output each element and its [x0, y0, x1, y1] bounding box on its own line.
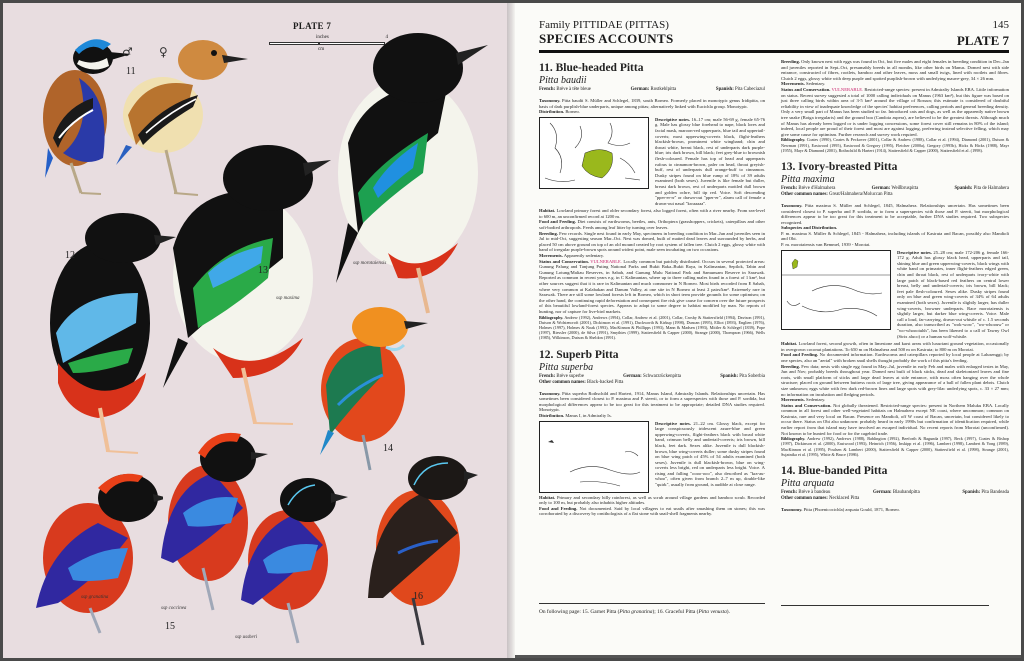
bird-illustration-13-morotaiensis [318, 23, 498, 323]
taxonomy-11: Taxonomy. Pitta baudii S. Müller and Schlegel, 1839, south Borneo. Formerly placed in monotypic genus Iridipitta, on basis of dark purplish-blue underparts, unique among pittas; alternatively linked with Eucichla group. Monotypic. [539, 98, 765, 109]
range-map-row-12 [539, 421, 765, 493]
family-heading: Family PITTIDAE (PITTAS) [539, 19, 669, 31]
spanish-name: Pita Cabeciazul [735, 87, 765, 92]
running-head [539, 19, 1009, 47]
species-names-13: French: Brève d'Halmahera German: Weißbruspitta Spanish: Pita de Halmahera [781, 185, 1009, 191]
ssp-label-coccinea: ssp coccinea [161, 606, 187, 611]
other-names-13: Other common names: Great/Halmahera/Moluccan Pitta [781, 191, 893, 197]
status-11: Status and Conservation. VULNERABLE. Locally common but patchily distributed. Occurs in several protected areas: Gunung Palung and Tanjung Puting National Parks and Bukit Baka–Bukit Raya, in Kalimantan, Sepilok, Tabin and Gunung Lotung/Maliau Reserves, in Sabah, and Gunung Mulu National Park and Samunsam Reserve in Sarawak. Reported as common in recent years e.g. in C Kalimantan, where up to three calling males found in a forest of 1 km², but other sources suggest that it is rare in Kalimantan and much commoner in N Borneo. Most birds recorded from E Sabah, where very common at Kalabakan and Danum Valley, at one site in N Borneo at least 2 pairs/km². Extremely rare in Sarawak. There are still some lowland forests left in Borneo, which in short term provide grounds for some optimism; on the other hand, the continuing rapid deforestation and consequent fire risk give cause for concern over the future prospects of this beautiful lowland-forest species. Appears to adapt to some degree to habitat modified by man. No reports of hunting, nor of capture for live-bird markets. [539, 258, 765, 314]
plate-reference: PLATE 7 [956, 33, 1009, 48]
page-number: 145 [992, 19, 1009, 31]
bird-illustration-16 [358, 453, 478, 653]
subspecies-13: Subspecies and Distribution. [781, 225, 838, 231]
movements-11: Movements. Apparently sedentary. [539, 253, 605, 259]
ssp-label-maxima: ssp maxima [276, 296, 300, 301]
habitat-12: Habitat. Primary and secondary hilly rainforest, as well as scrub around village gardens and bamboo scrub. Recorded only to 100 m, but probably also inhabits higher altitudes. [539, 494, 766, 506]
species-scientific-11: Pitta baudii [539, 75, 587, 86]
taxonomy-13: Taxonomy. Pitta maxima S. Müller and Schlegel, 1845, Halmahera. Relationships uncertain. Has sometimes been considered closest to P. superba and P. sordida, or to form a superspecies with those and P. steerii, but morphological differences appear to be too great for this treatment to be acceptable, further DNA studies required. Two subspecies recognized. [781, 202, 1009, 225]
page-gutter [507, 3, 515, 658]
plate-title: PLATE 7 [293, 21, 332, 31]
female-symbol: ♀ [159, 45, 168, 59]
breeding-11: Breeding. Few records. Single nest found in early May, specimens in breeding condition in Mar–Jun and juveniles seen in Jul to mid-Oct, suggesting season Mar–Oct. Nest was domed, built of matted dead leaves and surrounded by herbs, and placed 50 cm above ground on top of an old mound created by root system of fallen tree. Clutch 2 eggs, glossy white with band of irregular purple-brown spots around widest point, male seen incubating on two occasions. [539, 230, 765, 253]
section-heading: SPECIES ACCOUNTS [539, 31, 674, 46]
species-title-12: 12. Superb Pitta [539, 348, 619, 361]
male-symbol: ♂ [122, 45, 133, 59]
species-names-14: French: Brève à bandeau German: Blaubandpitta Spanish: Pita Bandeada [781, 490, 1009, 496]
descriptive-notes-13: Descriptive notes. 25–28 cm; male 172-206 g, female 166-172 g. Adult has glossy black head, upperparts and tail, shining blue and green upperwing-coverts, black wings with white band on primaries, inner flight-feathers edged green, chin and throat black, rest of underparts ivory-white with large patch of black-based red feathers on central lower breast, belly and undertail-coverts; iris brown, bill black; feet pale flesh-coloured. Sexes alike. Dusky stripes found only on blue and green wing-coverts of 34% of 64 adults examined (both sexes). Juvenile is slightly larger, has duller wing-coverts, browner underparts. Race morotaiensis is slightly larger, but darker blue wing-coverts. Voice. Male call a loud, far-carrying, drawn-out whistle of c. 1.5 seconds duration, also transcribed as "wok-wow", "wo-whoouw" or "wo-whoooiuhh", has been likened to a call of Tawny Owl (Strix aluco) or a human wolf-whistle. [897, 249, 1009, 339]
species-number-15: 15 [165, 621, 175, 632]
subspecies-13-morotaiensis: P. m. morotaiensis van Bemmel, 1939 - Morotai. [781, 242, 871, 248]
range-map-halmahera [781, 250, 891, 330]
german-label: German: [630, 87, 650, 92]
species-title-13: 13. Ivory-breasted Pitta [781, 160, 898, 173]
ssp-label-morotaiensis: ssp morotaiensis [353, 261, 387, 266]
species-number-16: 16 [413, 591, 423, 602]
bibliography-12: Bibliography. Coates (1990), Coates & Peckover (2001), Collar & Andrew (1988), Collar et al. (1994), Diamond (2001), Dutson & Newman (1991), Eastwood (1995), Eastwood & Gregory (1995), Fletcher (2000a), Gregory (1995b), Hicks & Hicks (1988), Mayr (1955), Mayr & Diamond (2001), Rothschild & Hartert (1914), Stattersfield & Capper (2000), Stattersfield et al. (1998). [781, 137, 1009, 153]
german-name: Rostkehlpitta [650, 87, 677, 92]
other-names-14: Other common names: Necklaced Pitta [781, 496, 860, 502]
species-number-11: 11 [126, 66, 136, 77]
french-name: Brève à tête bleue [556, 87, 591, 92]
column-end-rule [781, 605, 989, 606]
breeding-13: Breeding. Few data; nests with single egg found in May–Jul, juvenile in early Feb and males with enlarged testes in May, Jun and Nov; probably breeds throughout year. Domed nest built of black sticks, dead and skeletonized leaves and fine roots, with small platform of sticks and large dead leaves at side entrance, with moss often hanging over the whole structure; placed on ground between buttress roots of large tree, giving appearance of a ball of fallen plant debris. Clutch size unknown; eggs white with few dark red-brown lines and large spots with grey-lilac underlying spots, c. 33 × 27 mm; no information on incubation and fledging periods. [781, 363, 1009, 397]
habitat-13: Habitat. Lowland forest, second growth, often in limestone and karst areas with luxuriant ground vegetation, occasionally in overgrown coconut plantations. To 650 m on Halmahera and 500 m on Kasiruta; to 800 m on Morotai. [781, 341, 1009, 352]
descriptive-notes-12: Descriptive notes. 21–22 cm. Glossy black, except for large conspicuously iridescent azure-blue and green upperwing-coverts, flight-feathers black with broad white band, crimson belly and undertail-coverts; iris brown, bill black, feet dark. Sexes alike. Juvenile is dull blackish-brown, blue wing-coverts duller; some dusky stripes found on blue wing patch of 45% of 54 adults examined (both sexes). Juvenile is dull blackish-brown, blue on wing-coverts less bright, red on underparts less bright. Voice. A rising and falling "oooo-ooo", also described as "kra-au-whoo", often given from branch 2–7 m up, double-like "quirk", usually from ground, is audible at close range. [655, 420, 765, 488]
range-map-row-13 [781, 250, 1009, 340]
range-map-borneo [539, 117, 649, 189]
species-names-11 [539, 87, 765, 93]
species-title-11: 11. Blue-headed Pitta [539, 62, 644, 74]
scale-inches-value: 4 [385, 35, 388, 40]
distribution-11: Distribution. Borneo. [539, 109, 580, 115]
breeding-12: Breeding. Only known nest with eggs was found in Oct, but five males and eight females in breeding condition in Dec–Jan and juveniles reported in Sept–Oct, presumably breeds in all months, like other birds on Manus. Domed nest with side entrance, constructed of fibres, rootlets, bamboo and other leaves, moss and small twigs, lined with rootlets and fibres. Clutch 2 eggs, glossy white with deep purple and spotted purplish-brown with underlying mauve-grey, 34 × 26 mm. [781, 59, 1009, 81]
status-13: Status and Conservation. Not globally threatened. Restricted-range species: present in Northern Maluku EBA. Locally common in all forest and other well-vegetated habitats on Halmahera except NE coast, where uncommon; common on Kasiruta, rare and very local on Bacan. Presence on Mandioli, off W coast of Bacan, uncertain, but considered likely to occur there. Status on Obi also unknown: probably heard in early 1990s but confirmation of identification required, while earlier report from that island may have involved an escaped individual. No recent reports from Morotai (unconfirmed). Not known to be hunted for food or for the cagebird trade. [781, 402, 1009, 436]
page-bottom-edge [515, 655, 1021, 658]
text-column-left [539, 59, 765, 517]
species-scientific-13: Pitta maxima [781, 173, 835, 185]
species-number-12: 12 [65, 250, 75, 261]
habitat-11: Habitat. Lowland primary forest and older secondary forest, also logged forest, often with a river nearby. From sea-level to 600 m, an unconfirmed record at 1200 m. [539, 208, 765, 219]
species-number-13: 13 [258, 265, 268, 276]
scale-cm-label: cm [318, 47, 325, 52]
text-page [515, 3, 1021, 658]
distribution-12: Distribution. Manus I, in Admiralty Is. [539, 412, 612, 418]
bird-illustration-14 [308, 305, 428, 475]
movements-12: Movements. Sedentary. [781, 81, 826, 87]
header-rule [539, 50, 1009, 53]
spanish-label: Spanish: [715, 87, 734, 92]
taxonomy-14: Taxonomy. Pitta (Phoenicocichla) arquata Gould, 1871, Borneo. [781, 507, 901, 513]
bird-illustration-15-granatina [28, 468, 163, 638]
taxonomy-12: Taxonomy. Pitta superba Rothschild and Hartert, 1914, Manus Island, Admiralty Islands. Relationships uncertain. Has sometimes been considered closest to P. maxima and P. steerii, or to form a superspecies with those and P. sordida, but morphological differences appear to be too great for this treatment to be appropriate; detailed DNA studies required. Monotypic. [539, 390, 765, 413]
ssp-label-ussheri: ssp ussheri [235, 635, 258, 640]
species-names-12: French: Brève superbe German: Schwarzrückenpitta Spanish: Pita Soberbia [539, 373, 765, 379]
species-number-14: 14 [383, 443, 393, 454]
range-map-manus [539, 421, 649, 493]
species-scientific-12: Pitta superba [539, 361, 594, 373]
food-11: Food and Feeding. Diet consists of earthworms, beetles, ants, Orthoptera (grasshoppers, crickets), caterpillars and other soft-bodied arthropods. Feeds among leaf litter by turning over leaves. [539, 219, 765, 231]
plate-page [3, 3, 507, 658]
bibliography-13: Bibliography. Andrew (1992), Andrews (1988), Bablington (1992), Beeforth & Bagunda (1997), Beck (1997), Coates & Bishop (1997), Dickinson et al. (2000), Eastwood (1993), Heinrich (1956), Inskipp et al. (1996), Lambert (1998), Lambert & Yong (1989), MacKinnon et al. (1995), Poulsen & Lambert (2000), Stattersfield & Capper (2000), Stattersfield et al. (1998), Strange (2001), Sujatnika et al. (1995), White & Bruce (1986). [781, 436, 1009, 457]
range-map-row-11 [539, 117, 765, 207]
bird-illustration-12 [28, 213, 178, 463]
french-label: French: [539, 87, 556, 92]
vulnerable-flag: VULNERABLE. [831, 86, 864, 92]
text-column-right [781, 59, 1009, 513]
scale-inches-label: inches [316, 35, 329, 40]
following-page-note: On following page: 15. Garnet Pitta (Pitta granatina); 16. Graceful Pitta (Pitta venusta). [539, 609, 730, 615]
movements-13: Movements. Sedentary. [781, 397, 826, 403]
descriptive-notes-11: Descriptive notes. 16–17 cm; male 56-69 g, female 65-76 g. Male has glossy blue forehead to nape, black lores and facial mask, maroon-red upperparts, blue tail and uppertail-coverts; most upperwing-coverts black, flight-feathers blackish-brown, prominent white wingband; chin and throat white, breast black, rest of underparts dark purple-blue; iris dark brown, bill black; feet grey-blue to brownish flesh-coloured. Female has top of head and upperparts rufous to cinnamon-brown, paler on head, throat greyish-buff, rest of underparts dull orange-buff to cinnamon. Dusky stripes found on blue rump of 18% of 39 adults examined (both sexes). Juvenile is like female but duller, breast dark brown, rest of underparts mottled dull brown and golden ochre, bill tip red. Voice. Soft descending "pper-er-rr" or drawn-out "pper-er", alarm call of female a drawn-out nasal "kwaaaaa". [655, 116, 765, 206]
species-title-14: 14. Blue-banded Pitta [781, 465, 888, 478]
ssp-label-granatina: ssp granatina [81, 595, 109, 600]
other-names-12: Other common names: Black-backed Pitta [539, 379, 624, 385]
species-scientific-14: Pitta arquata [781, 478, 835, 490]
food-13: Food and Feeding. No documented information. Earthworms and caterpillars reported by local people at Lalusenggi; by one species, also an "aerial" with broken snail shells thought probably the work of this pitta's feeding. [781, 352, 1009, 363]
bibliography-11: Bibliography. Andrew (1992), Andrews (1994), Collar, Andrew et al. (2001), Collar, Crosby & Stattersfield (1994), Davison (1991), Dutson & Wolstencroft (2001), Dickinson et al. (1991), Duckworth & Kirkup (1998), Duncan (1995), Elliot (1893), Englien (1976), Holmes (1997), Holmes & Noak (1993), MacKinnon & Phillipps (1993), Mann & Madsen (1993), Mittler & Schlegel (1839), Pope (1997), Riessler (2000), de Silva (1991), Smythies (1999), Stattersfield & Capper (2000), Strange (2000), Thompson (1966), Wells (1985), Wilkinson, Dutson & Sheldon (1991). [539, 314, 765, 341]
status-12: Status and Conservation. VULNERABLE. Restricted-range species: present in Admiralty Islands EBA. Little information on status. Recent survey suggested a total of 1000 calling individuals on Manus (1963 km²), but this figure was based on just three calling birds within area of 3-5 km² around the village of Rossun; this estimate is considered of doubtful reliability in view of inadequate knowledge of the species' habitat preferences, calling periods and general breeding density. Only a very small part of Manus has been studied so far. Introduced cats and dogs, as well as the apparently native brown tree snake (Boiga irregularis) and the ground boa (Candoia aspera), are believed to be the greatest threats. Although much of Manus has already been logged or is under logging concessions, some forest cover still remains in 80% of the island; indeed, local people are proud of their forest and most are against logging, preferring instead selective felling, which may give some cause for optimism. Further research and survey work required. [781, 86, 1009, 137]
vulnerable-flag: VULNERABLE. [590, 258, 623, 264]
footnote-rule [539, 603, 765, 604]
bird-illustration-15-ussheri [233, 475, 348, 650]
food-12: Food and Feeding. Not documented. Said by local villagers to eat snails after smashing them on stones; this was corroborated by a discovery by ornithologists of a flat stone with snail-shell fragments nearby. [539, 505, 766, 517]
subspecies-13-maxima: P. m. maxima S. Müller & Schlegel, 1845 - Halmahera, including islands of Kasiruta and Bacan, possibly also Mandioli and Obi. [781, 230, 1009, 242]
